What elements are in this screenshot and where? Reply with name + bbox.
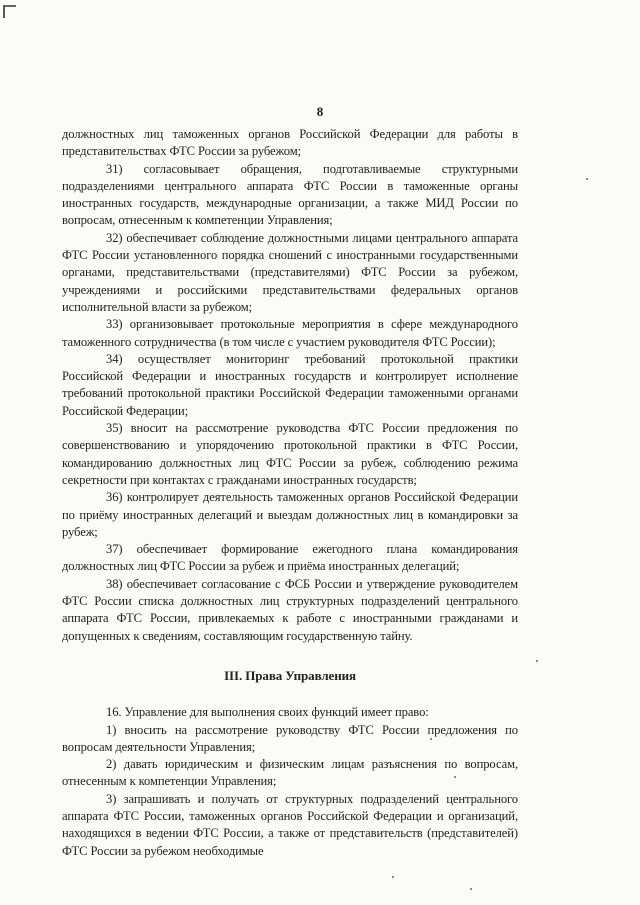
scan-speck (454, 776, 456, 778)
section-title: III. Права Управления (224, 667, 356, 683)
scan-speck (430, 738, 432, 740)
paragraph: 36) контролирует деятельность таможенных органов Российской Федерации по приёму иностранных делегаций и выездам должностных лиц в командировки за рубеж; (62, 490, 518, 539)
paragraph: 32) обеспечивает соблюдение должностными лицами центрального аппарата ФТС России установленного порядка сношений с иностранными государственными органами, представительствами (представителями) ФТС России за рубежом, учреждениями и российскими представительствами федеральных органов исполнительной власти за рубежом; (62, 230, 518, 314)
paragraph: должностных лиц таможенных органов Российской Федерации для работы в представительствах ФТС России за рубежом; (62, 127, 518, 159)
paragraph: 35) вносит на рассмотрение руководства ФТС России предложения по совершенствованию и упорядочению протокольной практики в ФТС России, командированию должностных лиц ФТС России за рубеж, соблюдению режима секретности при контактах с гражданами иностранных государств; (62, 421, 518, 487)
scan-speck (392, 876, 394, 878)
page-number: 8 (316, 104, 324, 119)
paragraph: 37) обеспечивает формирование ежегодного плана командирования должностных лиц ФТС России за рубеж и приёма иностранных делегаций; (62, 542, 518, 574)
paragraph: 2) давать юридическим и физическим лицам разъяснения по вопросам, отнесенным к компетенции Управления; (62, 757, 518, 789)
scan-corner-mark (3, 3, 19, 19)
paragraph: 38) обеспечивает согласование с ФСБ России и утверждение руководителем ФТС России списка должностных лиц структурных подразделений центрального аппарата ФТС России, привлекаемых к работе с иностранными гражданами и допущенных к сведениям, составляющим государственную тайну. (62, 576, 518, 643)
paragraph: 33) организовывает протокольные мероприятия в сфере международного таможенного сотрудничества (в том числе с участием руководителя ФТС России); (62, 317, 518, 349)
scan-speck (536, 660, 538, 662)
paragraph-group-before (62, 126, 518, 645)
paragraph: 16. Управление для выполнения своих функций имеет право: (106, 705, 429, 720)
paragraph-group-after (62, 704, 518, 860)
paragraph: 31) согласовывает обращения, подготавливаемые структурными подразделениями центрального аппарата ФТС России в таможенные органы иностранных государств, международные организации, а также МИД России по вопросам, отнесенным к компетенции Управления; (62, 161, 518, 228)
paragraph: 3) запрашивать и получать от структурных подразделений центрального аппарата ФТС России, таможенных органов Российской Федерации и организаций, находящихся в ведении ФТС России, а также от представительств (представителей) ФТС России за рубежом необходимые (62, 791, 518, 858)
paragraph: 1) вносить на рассмотрение руководству ФТС России предложения по вопросам деятельности Управления; (62, 722, 518, 754)
scan-speck (470, 888, 472, 890)
document-body (62, 126, 518, 860)
paragraph: 34) осуществляет мониторинг требований протокольной практики Российской Федерации и иностранных государств и контролирует исполнение требований протокольной практики Российской Федерации таможенными органами Российской Федерации; (62, 351, 518, 418)
scan-speck (586, 178, 588, 180)
